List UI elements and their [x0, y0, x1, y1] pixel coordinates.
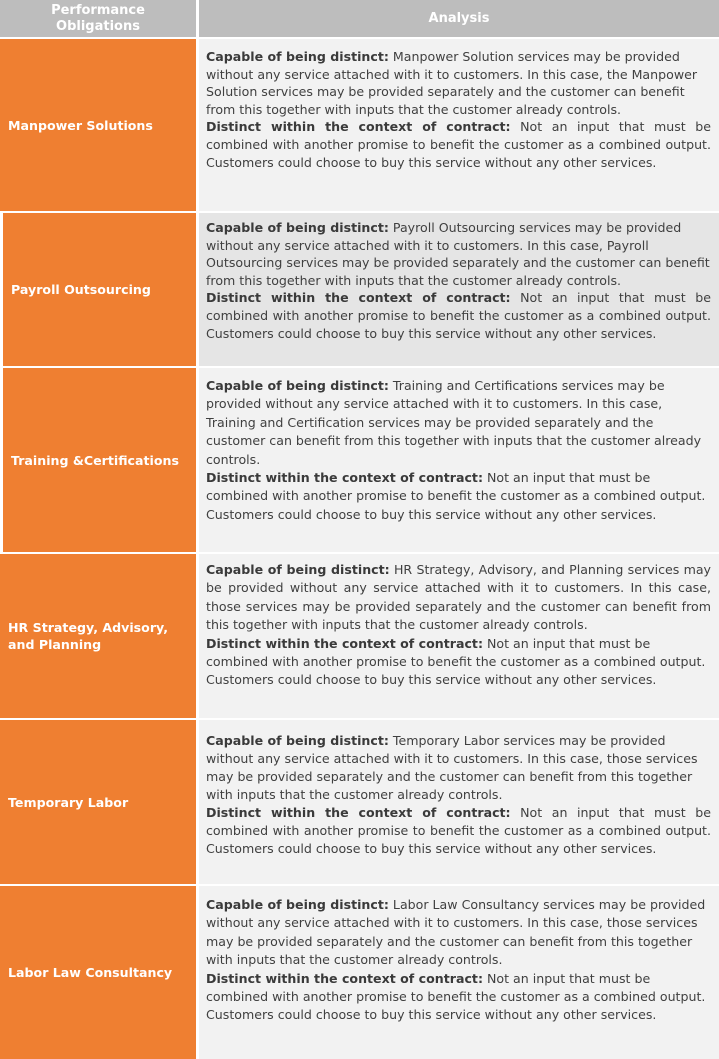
obligation-cell — [0, 720, 196, 884]
distinct-label: Capable of being distinct: — [206, 897, 389, 912]
obligation-cell — [0, 886, 196, 1059]
obligation-cell — [3, 213, 196, 366]
context-paragraph — [206, 118, 711, 171]
context-text: Not an input that must be combined with another promise to benefit the customer as a combined output. Customers could choose to buy this service without any other services. — [206, 470, 706, 522]
header-performance-obligations-label: Performance Obligations — [51, 2, 145, 34]
context-label: Distinct within the context of contract: — [206, 635, 483, 651]
header-analysis-label: Analysis — [428, 10, 490, 26]
distinct-paragraph — [206, 561, 711, 635]
header-performance-obligations — [0, 0, 196, 37]
analysis-cell — [199, 886, 719, 1059]
context-text: Not an input that must be combined with another promise to benefit the customer as a combined output. Customers could choose to buy this service without any other services. — [206, 119, 711, 170]
distinct-paragraph — [206, 732, 711, 804]
analysis-cell — [199, 720, 719, 884]
header-analysis — [199, 0, 719, 37]
table-header-row — [0, 0, 719, 37]
distinct-text: Temporary Labor services may be provided without any service attached with it to customers. In this case, those services may be provided separately and the customer can benefit from this together with inputs that the customer already controls. — [206, 733, 698, 802]
context-text: Not an input that must be combined with another promise to benefit the customer as a combined output. Customers could choose to buy this service without any other services. — [206, 805, 711, 856]
context-label: Distinct within the context of contract: — [206, 290, 511, 306]
distinct-text: Labor Law Consultancy services may be provided without any service attached with it to customers. In this case, those services may be provided separately and the customer can benefit from this together with inputs that the customer already controls. — [206, 897, 706, 968]
context-label: Distinct within the context of contract: — [206, 970, 483, 986]
context-paragraph — [206, 970, 711, 1025]
obligation-label: Payroll Outsourcing — [11, 282, 151, 297]
distinct-label: Capable of being distinct: — [206, 378, 389, 393]
obligation-label: Temporary Labor — [8, 794, 129, 810]
context-text: Not an input that must be combined with another promise to benefit the customer as a combined output. Customers could choose to buy this service without any other services. — [206, 635, 706, 688]
context-label: Distinct within the context of contract: — [206, 805, 511, 820]
context-paragraph — [206, 804, 711, 858]
analysis-cell — [199, 554, 719, 718]
distinct-paragraph — [206, 48, 711, 118]
distinct-label: Capable of being distinct: — [206, 220, 389, 235]
distinct-text: Payroll Outsourcing services may be provided without any service attached with it to customers. In this case, Payroll Outsourcing services may be provided separately and the customer can benefit from this together with inputs that the customer already controls. — [206, 220, 710, 288]
distinct-label: Capable of being distinct: — [206, 49, 389, 64]
context-label: Distinct within the context of contract: — [206, 119, 511, 135]
obligation-cell — [0, 554, 196, 718]
distinct-label: Capable of being distinct: — [206, 733, 389, 748]
distinct-label: Capable of being distinct: — [206, 562, 390, 577]
distinct-text: Training and Certifications services may be provided without any service attached with it to customers. In this case, Training and Certification services may be provided separately and the customer can benefit from this together with inputs that the customer already controls. — [206, 378, 702, 467]
obligation-label: Manpower Solutions — [8, 117, 153, 133]
context-paragraph — [206, 469, 711, 524]
context-paragraph — [206, 289, 711, 342]
context-text: Not an input that must be combined with another promise to benefit the customer as a combined output. Customers could choose to buy this service without any other services. — [206, 290, 711, 341]
table-row — [0, 886, 719, 1059]
analysis-cell — [199, 39, 719, 211]
obligation-cell — [0, 39, 196, 211]
distinct-text: HR Strategy, Advisory, and Planning services may be provided without any service attached with it to customers. In this case, those services may be provided separately and the customer can benefit from this together with inputs that the customer already controls. — [206, 562, 712, 633]
context-text: Not an input that must be combined with another promise to benefit the customer as a combined output. Customers could choose to buy this service without any other services. — [206, 970, 706, 1023]
table-row — [0, 39, 719, 211]
table-row — [0, 720, 719, 884]
context-paragraph — [206, 635, 711, 690]
distinct-paragraph — [206, 219, 711, 289]
obligation-label: Training &Certifications — [11, 452, 179, 468]
analysis-cell — [199, 213, 719, 366]
context-label: Distinct within the context of contract: — [206, 470, 483, 486]
table-row — [0, 554, 719, 718]
obligation-label: HR Strategy, Advisory, and Planning — [8, 620, 169, 652]
obligation-label: Labor Law Consultancy — [8, 965, 173, 980]
analysis-cell — [199, 368, 719, 552]
table-row — [0, 213, 719, 366]
table-row — [0, 368, 719, 552]
obligation-cell — [3, 368, 196, 552]
distinct-paragraph — [206, 377, 711, 469]
distinct-paragraph — [206, 896, 711, 970]
distinct-text: Manpower Solution services may be provided without any service attached with it to customers. In this case, the Manpower Solution services may be provided separately and the customer can benefit from this together with inputs that the customer already controls. — [206, 49, 698, 117]
